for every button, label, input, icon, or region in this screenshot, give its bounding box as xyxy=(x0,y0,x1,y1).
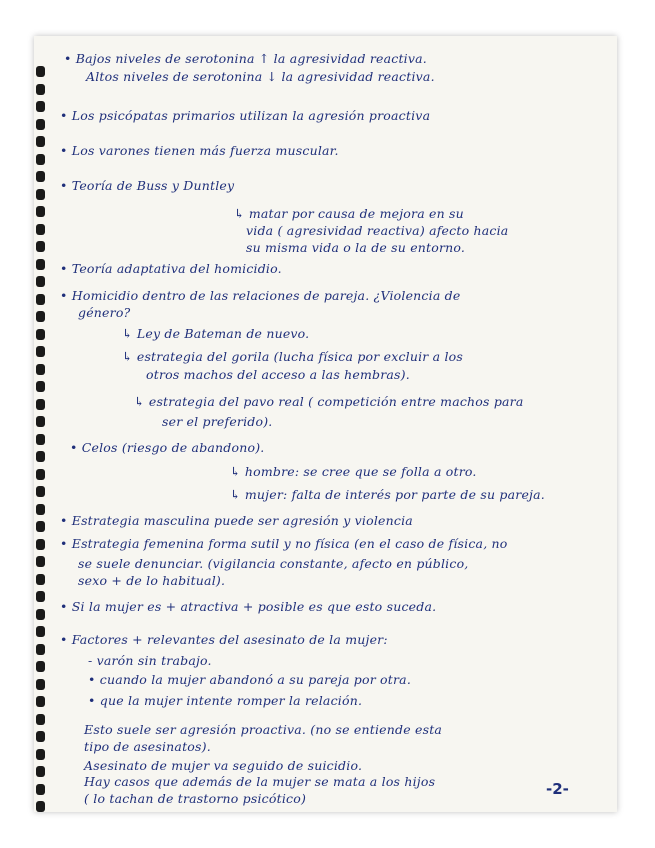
spiral-ring xyxy=(36,521,45,532)
spiral-ring xyxy=(36,381,45,392)
note-line: Hay casos que además de la mujer se mata a los hijos xyxy=(84,774,436,789)
spiral-ring xyxy=(36,574,45,585)
note-line: Esto suele ser agresión proactiva. (no se entiende esta xyxy=(84,722,443,737)
spiral-ring xyxy=(36,224,45,235)
spiral-ring xyxy=(36,504,45,515)
spiral-ring xyxy=(36,346,45,357)
spiral-ring xyxy=(36,416,45,427)
spiral-ring xyxy=(36,84,45,95)
spiral-ring xyxy=(36,364,45,375)
note-line: • Teoría adaptativa del homicidio. xyxy=(60,261,282,276)
note-line: Altos niveles de serotonina ↓ la agresividad reactiva. xyxy=(86,69,435,84)
note-line: • Estrategia masculina puede ser agresión y violencia xyxy=(60,513,413,528)
spiral-ring xyxy=(36,749,45,760)
note-line: ↳ mujer: falta de interés por parte de su pareja. xyxy=(230,487,545,502)
spiral-ring xyxy=(36,451,45,462)
note-line: otros machos del acceso a las hembras). xyxy=(146,367,410,382)
note-line: • Bajos niveles de serotonina ↑ la agresividad reactiva. xyxy=(64,51,427,66)
spiral-ring xyxy=(36,644,45,655)
spiral-ring xyxy=(36,801,45,812)
note-line: su misma vida o la de su entorno. xyxy=(246,240,466,255)
spiral-ring xyxy=(36,696,45,707)
note-line: • Celos (riesgo de abandono). xyxy=(70,440,265,455)
note-line: ser el preferido). xyxy=(162,414,273,429)
spiral-ring xyxy=(36,556,45,567)
note-line: • Teoría de Buss y Duntley xyxy=(60,178,235,193)
spiral-ring xyxy=(36,784,45,795)
spiral-ring xyxy=(36,609,45,620)
note-line: • Factores + relevantes del asesinato de la mujer: xyxy=(60,632,388,647)
note-line: tipo de asesinatos). xyxy=(84,739,211,754)
spiral-ring xyxy=(36,434,45,445)
spiral-binding xyxy=(34,36,48,812)
spiral-ring xyxy=(36,259,45,270)
spiral-ring xyxy=(36,539,45,550)
spiral-ring xyxy=(36,679,45,690)
spiral-ring xyxy=(36,486,45,497)
spiral-ring xyxy=(36,101,45,112)
note-line: ↳ hombre: se cree que se folla a otro. xyxy=(230,464,477,479)
spiral-ring xyxy=(36,66,45,77)
note-line: • que la mujer intente romper la relación. xyxy=(88,693,363,708)
note-line: • Homicidio dentro de las relaciones de pareja. ¿Violencia de xyxy=(60,288,461,303)
page-number: -2- xyxy=(546,780,569,798)
note-line: Asesinato de mujer va seguido de suicidio. xyxy=(84,758,363,773)
note-line: ↳ estrategia del pavo real ( competición entre machos para xyxy=(134,394,524,409)
spiral-ring xyxy=(36,154,45,165)
spiral-ring xyxy=(36,311,45,322)
note-line: vida ( agresividad reactiva) afecto hacia xyxy=(246,223,509,238)
spiral-ring xyxy=(36,171,45,182)
note-line: género? xyxy=(78,305,131,320)
note-line: ( lo tachan de trastorno psicótico) xyxy=(84,791,307,806)
note-line: - varón sin trabajo. xyxy=(88,653,212,668)
note-line: • cuando la mujer abandonó a su pareja por otra. xyxy=(88,672,412,687)
note-line: • Si la mujer es + atractiva + posible es que esto suceda. xyxy=(60,599,437,614)
spiral-ring xyxy=(36,714,45,725)
spiral-ring xyxy=(36,469,45,480)
note-line: ↳ matar por causa de mejora en su xyxy=(234,206,464,221)
spiral-ring xyxy=(36,119,45,130)
note-line: ↳ estrategia del gorila (lucha física por excluir a los xyxy=(122,349,463,364)
spiral-ring xyxy=(36,766,45,777)
note-line: • Estrategia femenina forma sutil y no física (en el caso de física, no xyxy=(60,536,508,551)
spiral-ring xyxy=(36,661,45,672)
spiral-ring xyxy=(36,294,45,305)
note-line: ↳ Ley de Bateman de nuevo. xyxy=(122,326,310,341)
spiral-ring xyxy=(36,591,45,602)
spiral-ring xyxy=(36,276,45,287)
note-line: se suele denunciar. (vigilancia constante, afecto en público, xyxy=(78,556,469,571)
spiral-ring xyxy=(36,329,45,340)
note-line: • Los psicópatas primarios utilizan la agresión proactiva xyxy=(60,108,431,123)
spiral-ring xyxy=(36,399,45,410)
note-line: sexo + de lo habitual). xyxy=(78,573,226,588)
spiral-ring xyxy=(36,136,45,147)
spiral-ring xyxy=(36,189,45,200)
spiral-ring xyxy=(36,206,45,217)
note-line: • Los varones tienen más fuerza muscular. xyxy=(60,143,339,158)
spiral-ring xyxy=(36,241,45,252)
spiral-ring xyxy=(36,731,45,742)
spiral-ring xyxy=(36,626,45,637)
notebook-page xyxy=(34,36,617,812)
